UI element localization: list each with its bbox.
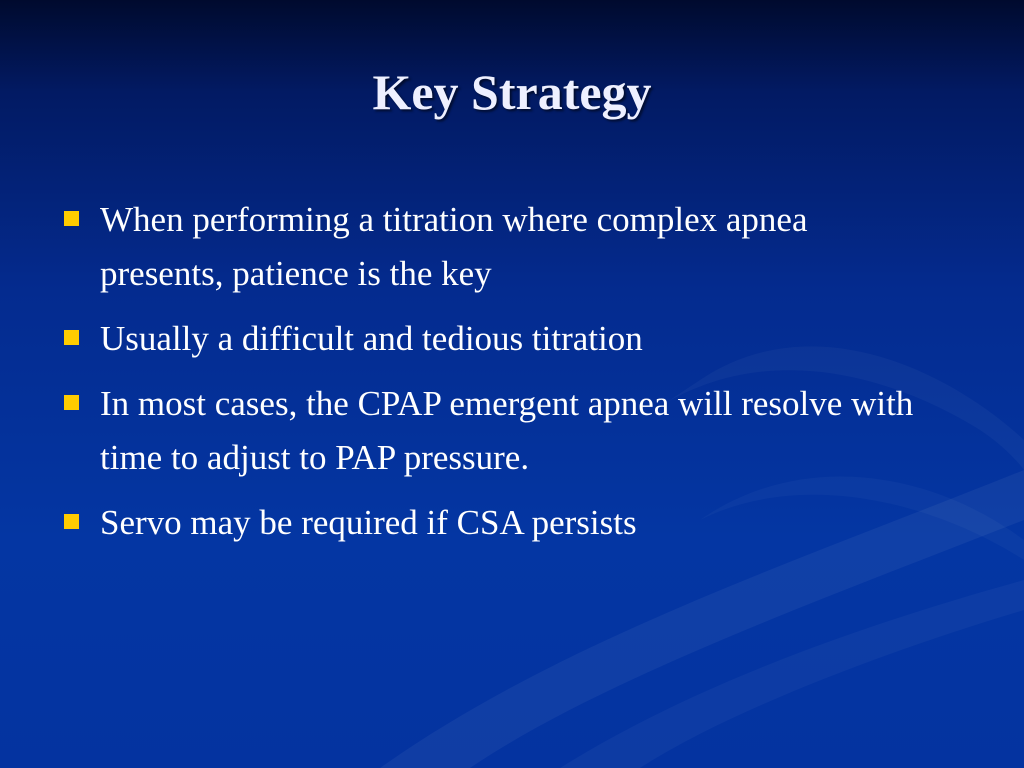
slide-title: Key Strategy bbox=[372, 64, 652, 120]
square-bullet-icon bbox=[64, 514, 79, 529]
bullet-item bbox=[62, 496, 922, 550]
square-bullet-icon bbox=[64, 330, 79, 345]
bullet-text: Servo may be required if CSA persists bbox=[100, 503, 637, 542]
bullet-text: In most cases, the CPAP emergent apnea will resolve with time to adjust to PAP pressure. bbox=[100, 384, 914, 477]
bullet-text: Usually a difficult and tedious titration bbox=[100, 319, 643, 358]
square-bullet-icon bbox=[64, 395, 79, 410]
square-bullet-icon bbox=[64, 211, 79, 226]
bullet-list bbox=[62, 193, 922, 561]
bullet-item bbox=[62, 312, 922, 366]
bullet-text: When performing a titration where complex apnea presents, patience is the key bbox=[100, 200, 808, 293]
bullet-item bbox=[62, 377, 922, 485]
bullet-item bbox=[62, 193, 922, 301]
